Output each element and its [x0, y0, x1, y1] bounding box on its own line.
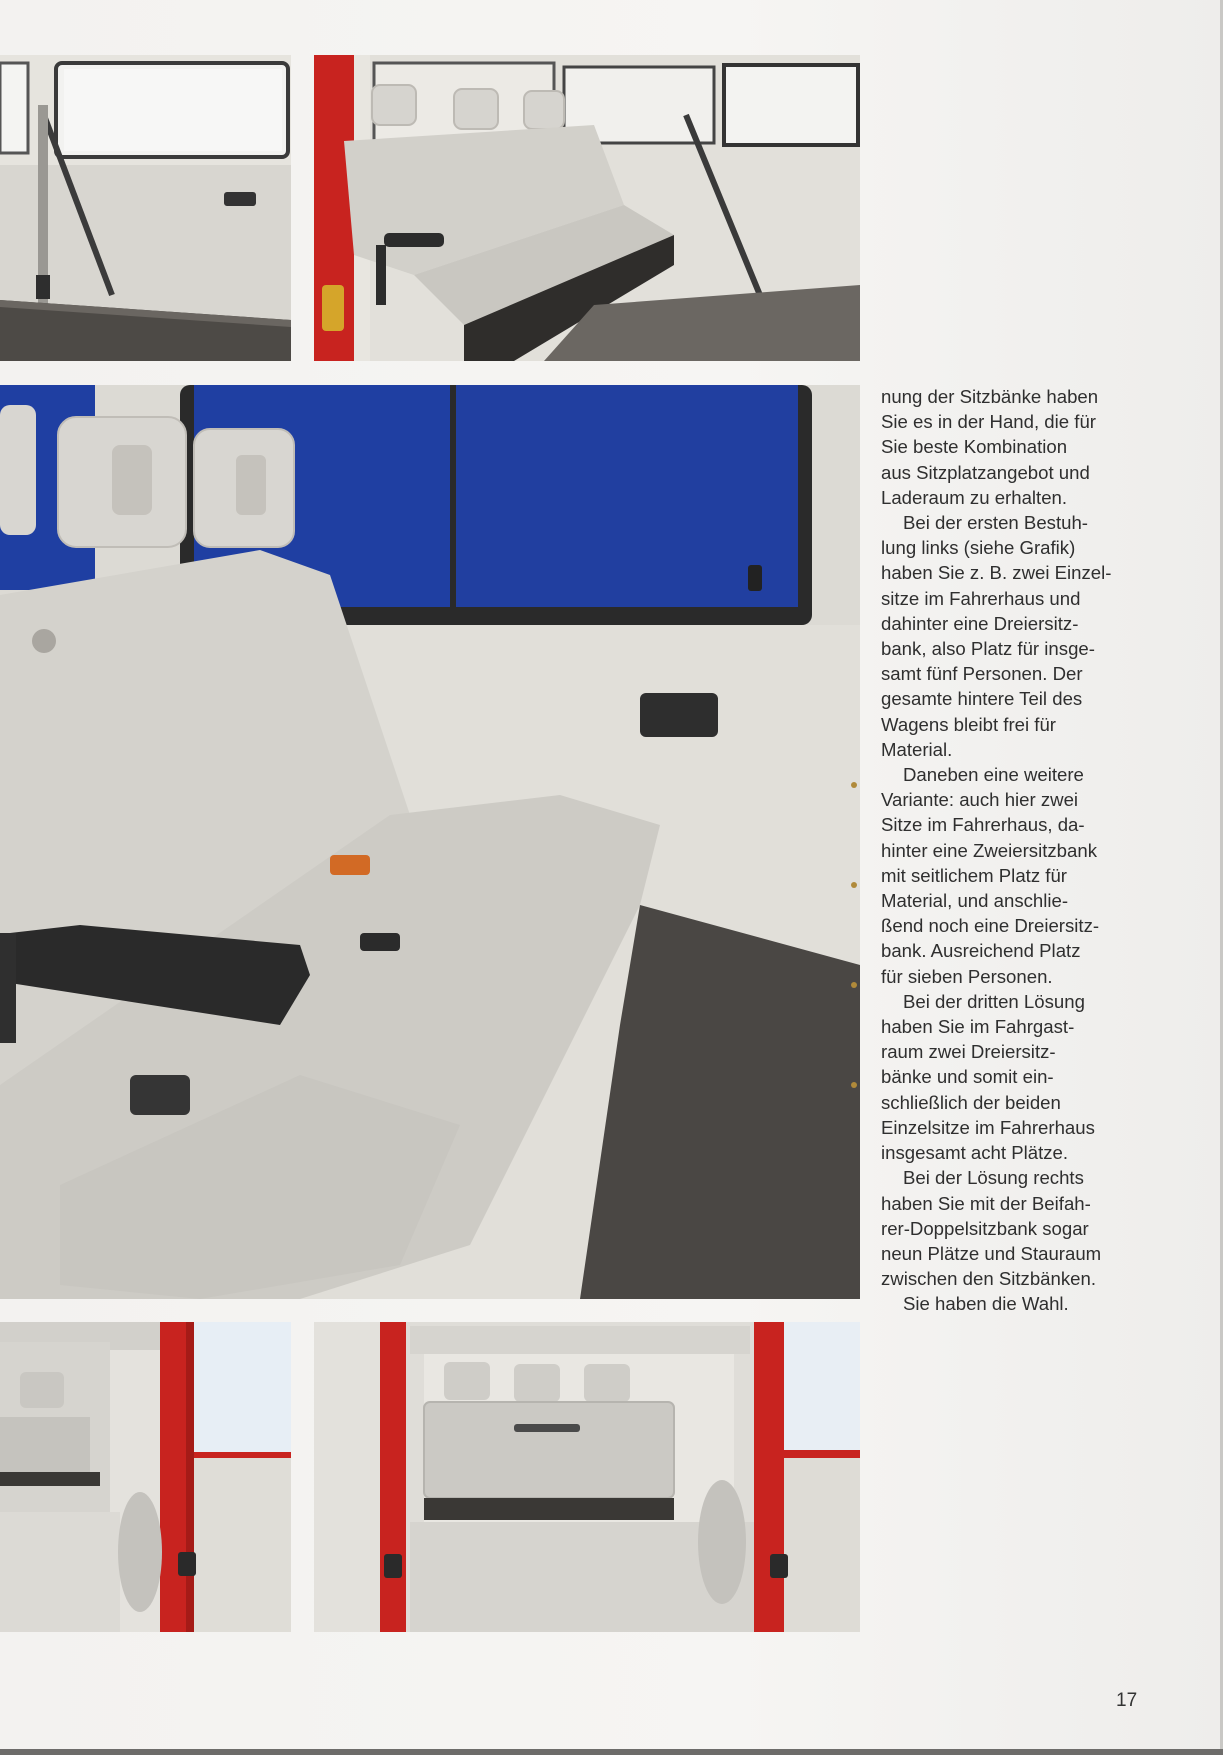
body-text-line: Sie haben die Wahl.	[903, 1293, 1069, 1315]
body-text-line: bank, also Platz für insge-	[881, 638, 1095, 660]
body-text-line: hinter eine Zweiersitzbank	[881, 839, 1097, 861]
body-text-line: Bei der Lösung rechts	[903, 1167, 1084, 1189]
body-text-line: lung links (siehe Grafik)	[881, 537, 1076, 559]
body-text-line: nung der Sitzbänke haben	[881, 386, 1099, 407]
body-text-line: Bei der dritten Lösung	[903, 990, 1085, 1012]
body-text-line: schließlich der beiden	[881, 1091, 1061, 1113]
body-text-line: zwischen den Sitzbänken.	[881, 1268, 1096, 1290]
page-number: 17	[1116, 1690, 1138, 1711]
body-text-line: Bei der ersten Bestuh-	[903, 512, 1089, 534]
body-text-line: sitze im Fahrerhaus und	[881, 587, 1081, 609]
body-text-line: neun Plätze und Stauraum	[881, 1242, 1102, 1264]
photo-van-side-wall	[0, 55, 291, 361]
body-text-line: insgesamt acht Plätze.	[881, 1142, 1069, 1164]
body-text-line: Material.	[881, 738, 953, 760]
page-edge-bottom	[0, 1749, 1223, 1755]
body-text-line: bänke und somit ein-	[881, 1066, 1054, 1088]
photo-rear-door-view-left	[0, 1322, 291, 1632]
body-text-line: haben Sie im Fahrgast-	[881, 1016, 1075, 1038]
body-text-line: Sie es in der Hand, die für	[881, 411, 1096, 433]
body-text-line: raum zwei Dreiersitz-	[881, 1041, 1056, 1063]
body-text-line: aus Sitzplatzangebot und	[881, 461, 1090, 483]
body-text-line: ßend noch eine Dreiersitz-	[881, 915, 1100, 937]
body-text-line: Daneben eine weitere	[903, 764, 1084, 786]
body-text-line: haben Sie z. B. zwei Einzel-	[881, 562, 1112, 584]
body-text-line: gesamte hintere Teil des	[881, 688, 1083, 710]
body-text-line: Variante: auch hier zwei	[881, 789, 1079, 811]
body-text-line: dahinter eine Dreiersitz-	[881, 612, 1079, 634]
body-text-line: für sieben Personen.	[881, 965, 1053, 987]
body-text-column	[881, 384, 1181, 1317]
photo-rear-bench-seat	[314, 55, 860, 361]
body-text-line: Material, und anschlie-	[881, 890, 1069, 912]
body-text-line: rer-Doppelsitzbank sogar	[881, 1217, 1089, 1239]
body-text-line: bank. Ausreichend Platz	[881, 940, 1081, 962]
photo-bench-seat-closeup	[0, 385, 860, 1299]
body-text-line: Laderaum zu erhalten.	[881, 486, 1068, 508]
body-text-line: samt fünf Personen. Der	[881, 663, 1083, 685]
body-text-line: mit seitlichem Platz für	[881, 864, 1067, 886]
photo-rear-door-view-right	[314, 1322, 860, 1632]
body-text-line: Sitze im Fahrerhaus, da-	[881, 814, 1085, 836]
body-text-line: Sie beste Kombination	[881, 436, 1068, 458]
body-text-line: haben Sie mit der Beifah-	[881, 1192, 1091, 1214]
body-text-line: Einzelsitze im Fahrerhaus	[881, 1116, 1095, 1138]
body-text-line: Wagens bleibt frei für	[881, 713, 1056, 735]
